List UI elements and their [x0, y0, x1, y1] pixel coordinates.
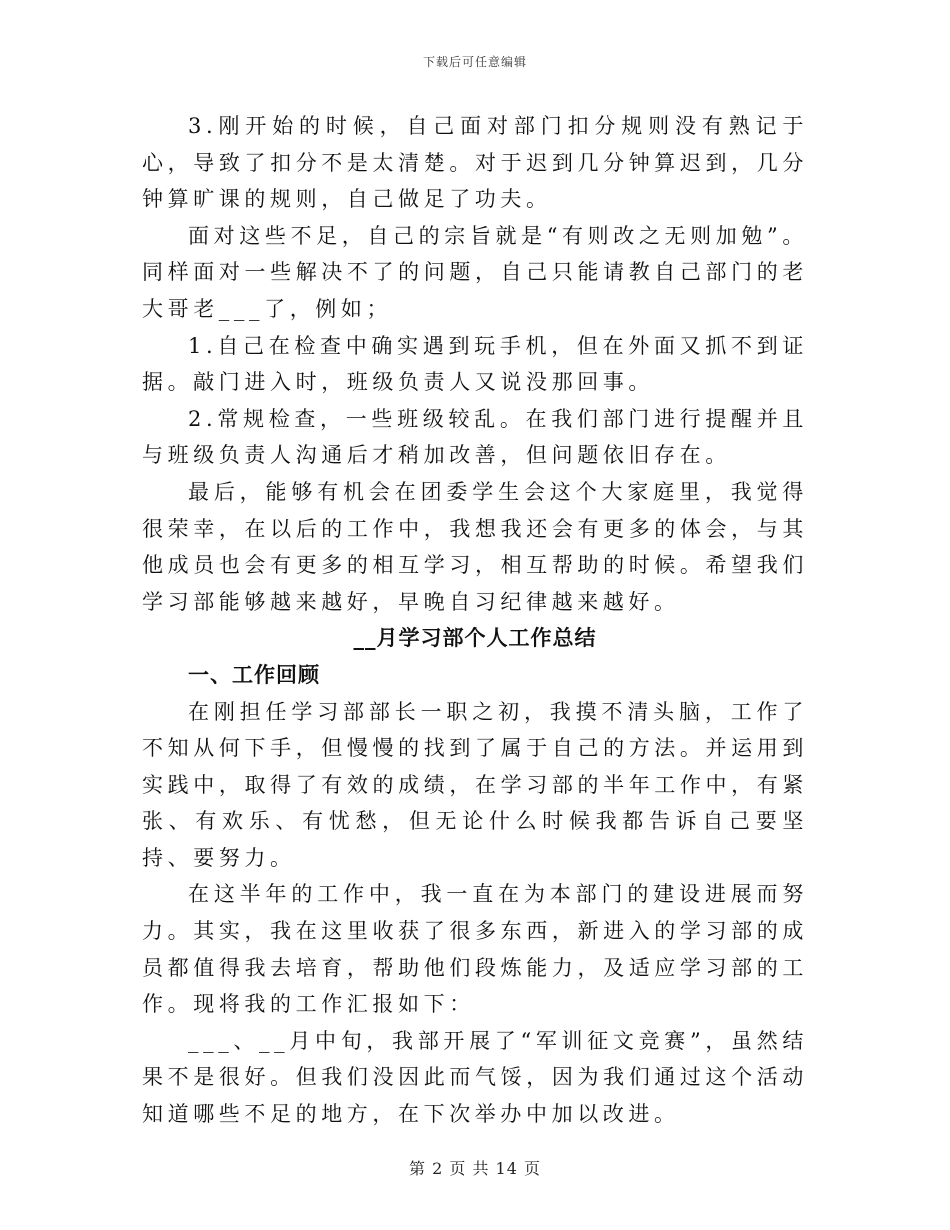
paragraph: 最后，能够有机会在团委学生会这个大家庭里，我觉得很荣幸，在以后的工作中，我想我还会有更多的体会，与其他成员也会有更多的相互学习，相互帮助的时候。希望我们学习部能够越来越好，早晚自习纪律越来越好。: [142, 479, 808, 614]
section-heading: 一、工作回顾: [188, 662, 320, 687]
paragraph: 面对这些不足，自己的宗旨就是“有则改之无则加勉”。同样面对一些解决不了的问题，自己只能请教自己部门的老大哥老___了，例如；: [142, 223, 808, 321]
page-footer: 第 2 页 共 14 页: [409, 1159, 541, 1178]
document-body: [142, 108, 808, 1133]
page-header: 下载后可任意编辑: [422, 55, 527, 69]
paragraph: 在刚担任学习部部长一职之初，我摸不清头脑，工作了不知从何下手，但慢慢的找到了属于自己的方法。并运用到实践中，取得了有效的成绩，在学习部的半年工作中，有紧张、有欢乐、有忧愁，但无论什么时候我都告诉自己要坚持、要努力。: [142, 699, 808, 870]
document-title: __月学习部个人工作总结: [353, 626, 597, 651]
paragraph: 3.刚开始的时候，自己面对部门扣分规则没有熟记于心，导致了扣分不是太清楚。对于迟到几分钟算迟到，几分钟算旷课的规则，自己做足了功夫。: [142, 114, 808, 212]
paragraph: 1.自己在检查中确实遇到玩手机，但在外面又抓不到证据。敲门进入时，班级负责人又说没那回事。: [142, 333, 808, 395]
paragraph: ___、__月中旬，我部开展了“军训征文竞赛”，虽然结果不是很好。但我们没因此而气馁，因为我们通过这个活动知道哪些不足的地方，在下次举办中加以改进。: [142, 1028, 808, 1127]
paragraph: 2.常规检查，一些班级较乱。在我们部门进行提醒并且与班级负责人沟通后才稍加改善，但问题依旧存在。: [142, 406, 808, 468]
paragraph: 在这半年的工作中，我一直在为本部门的建设进展而努力。其实，我在这里收获了很多东西，新进入的学习部的成员都值得我去培育，帮助他们段炼能力，及适应学习部的工作。现将我的工作汇报如下：: [142, 882, 808, 1017]
